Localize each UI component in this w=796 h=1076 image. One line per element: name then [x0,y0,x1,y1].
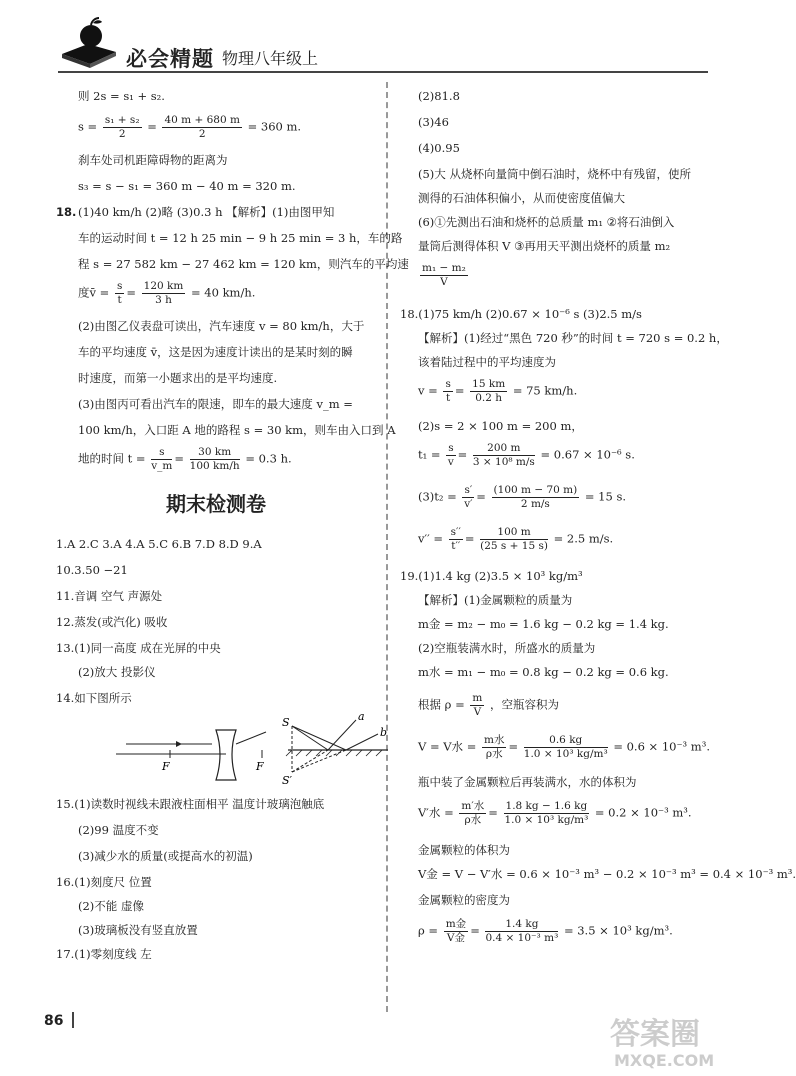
source-label: S [282,716,290,729]
text-line: 100 km/h，入口距 A 地的路程 s = 30 km，则车由入口到 A [78,423,396,437]
answer-line: 13.(1)同一高度 成在光屏的中央 [56,641,221,655]
answer-line: 10.3.50 −21 [56,563,128,577]
text-line: 刹车处司机距障碍物的距离为 [78,153,228,167]
answer-line: (5)大 从烧杯向量筒中倒石油时，烧杯中有残留，使所 [418,167,691,181]
reflected-ray-a [328,720,356,750]
answer-line: 量筒后测得体积 V ③再用天平测出烧杯的质量 m₂ [418,239,671,253]
answer-line: (2)81.8 [418,89,460,103]
answer-line: 18.(1)75 km/h (2)0.67 × 10⁻⁶ s (3)2.5 m/s [400,307,642,321]
equation-line: v′′ = $\frac{s''}{t''}$ = $\frac{100 m}{(25 s + 15 s)}$ = 2.5 m/s. [418,526,614,552]
brand-title: 必会精题 [126,47,214,71]
answer-line: 测得的石油体积偏小，从而使密度值偏大 [418,191,625,205]
text-line: 车的运动时间 t = 12 h 25 min − 9 h 25 min = 3 h，车的路 [78,231,403,245]
answer-line: (2)放大 投影仪 [78,665,156,679]
concave-lens [216,730,236,780]
section-title: 期末检测卷 [166,492,266,516]
answer-line: (6)①先测出石油和烧杯的总质量 m₁ ②将石油倒入 [418,215,675,229]
text-line: 则 2s = s₁ + s₂. [78,89,165,103]
text-line: (3)由图丙可看出汽车的限速，即车的最大速度 v_m = [78,397,353,411]
equation-line: (3)t₂ = $\frac{s'}{v'}$ = $\frac{(100 m - 70 m)}{2 m/s}$ = 15 s. [418,484,627,510]
text-line: (2)空瓶装满水时，所盛水的质量为 [418,641,596,655]
svg-text:答案圈: 答案圈 [610,1017,700,1052]
text-line: (2)s = 2 × 100 m = 200 m， [418,419,583,433]
focus-label: F [162,760,170,773]
text-line: 程 s = 27 582 km − 27 462 km = 120 km，则汽车的平均速 [78,257,409,271]
text-line: m金 = m₂ − m₀ = 1.6 kg − 0.2 kg = 1.4 kg. [418,617,669,631]
equation-line: 根据 ρ = $\frac{m}{V}$ ，空瓶容积为 [418,692,559,718]
text-line: 该着陆过程中的平均速度为 [418,355,556,369]
book-apple-logo-icon [58,14,120,70]
equation-line: t₁ = $\frac{s}{v}$ = $\frac{200 m}{\text{3 × 10⁸ m/s}}$ = 0.67 × 10⁻⁶ s. [418,442,635,468]
text-line: 【解析】(1)金属颗粒的质量为 [418,593,573,607]
answer-line: 1.A 2.C 3.A 4.A 5.C 6.B 7.D 8.D 9.A [56,537,262,551]
answer-line: 11.音调 空气 声源处 [56,589,163,603]
answer-line: (3)46 [418,115,449,129]
equation-line: 地的时间 t = $\frac{s}{v\_m}$ = $\frac{30 km}{100 km/h}$ = 0.3 h. [78,446,292,472]
ray-label-a: a [358,710,365,723]
equation-line: V = V水 = $\frac{\text{m水}}{\text{ρ水}}$ = $\frac{0.6 kg}{\text{1.0 × 10³ kg/m³}}$ = 0.6 × 10⁻³ m³. [418,734,710,760]
text-line: s₃ = s − s₁ = 360 m − 40 m = 320 m. [78,179,296,193]
answer-line: (4)0.95 [418,141,460,155]
answer-line: 17.(1)零刻度线 左 [56,947,152,961]
answer-line: (2)99 温度不变 [78,823,159,837]
header-rule [58,71,708,73]
text-line: 金属颗粒的密度为 [418,893,510,907]
equation-line: s = $\frac{\text{s₁ + s₂}}{2}$ = $\frac{40 m + 680 m}{2}$ = 360 m. [78,114,302,140]
equation-line: V′水 = $\frac{\text{m′水}}{\text{ρ水}}$ = $\frac{1.8 kg - 1.6 kg}{\text{1.0 × 10³ kg/m³}}$ = 0.2 × 10⁻³ m³. [418,800,692,826]
text-line: 金属颗粒的体积为 [418,843,510,857]
equation-line: v = $\frac{s}{t}$ = $\frac{15 km}{0.2 h}$ = 75 km/h. [418,378,578,404]
answer-line: 16.(1)刻度尺 位置 [56,875,152,889]
svg-text:MXQE.COM: MXQE.COM [614,1051,715,1070]
equation-line: $\frac{\text{m₁ − m₂}}{V}$ [422,262,466,288]
optics-diagram [116,710,396,790]
answer-line: (3)减少水的质量(或提高水的初温) [78,849,253,863]
equation-line: 度v̄ = $\frac{s}{t}$ = $\frac{120 km}{3 h}$ = 40 km/h. [78,280,256,306]
answer-line: 14.如下图所示 [56,691,132,705]
answer-line: 15.(1)读数时视线未跟液柱面相平 温度计玻璃泡触底 [56,797,325,811]
question-number: 18. [56,205,77,219]
text-line: V金 = V − V′水 = 0.6 × 10⁻³ m³ − 0.2 × 10⁻³ m³ = 0.4 × 10⁻³ m³. [418,867,796,881]
answer-line: 12.蒸发(或汽化) 吸收 [56,615,168,629]
page-number-bar [72,1012,74,1028]
answer-line: (3)玻璃板没有竖直放置 [78,923,198,937]
ray-label-b: b [380,726,388,739]
focus-label: F [256,760,264,773]
refracted-ray [236,732,266,744]
image-label: S′ [282,774,293,787]
watermark-logo-icon [600,1010,740,1072]
text-line: 【解析】(1)经过“黑色 720 秒”的时间 t = 720 s = 0.2 h， [418,331,728,345]
page-number: 86 [44,1013,64,1029]
text-line: 车的平均速度 v̄，这是因为速度计读出的是某时刻的瞬 [78,345,353,359]
text-line: 瓶中装了金属颗粒后再装满水，水的体积为 [418,775,637,789]
answer-line: (2)不能 虚像 [78,899,144,913]
text-line: m水 = m₁ − m₀ = 0.8 kg − 0.2 kg = 0.6 kg. [418,665,669,679]
equation-line: ρ = $\frac{\text{m金}}{\text{V金}}$ = $\frac{1.4 kg}{\text{0.4 × 10⁻³ m³}}$ = 3.5 × 10³ kg/m³. [418,918,673,944]
text-line: (1)40 km/h (2)略 (3)0.3 h 【解析】(1)由图甲知 [78,205,335,219]
reflected-ray-b [346,734,378,750]
subject-title: 物理八年级上 [222,49,319,68]
answer-line: 19.(1)1.4 kg (2)3.5 × 10³ kg/m³ [400,569,583,583]
text-line: 时速度，而第一小题求出的是平均速度. [78,371,278,385]
text-line: (2)由图乙仪表盘可读出，汽车速度 v = 80 km/h，大于 [78,319,365,333]
column-divider [386,82,388,1012]
page-header [0,0,750,80]
